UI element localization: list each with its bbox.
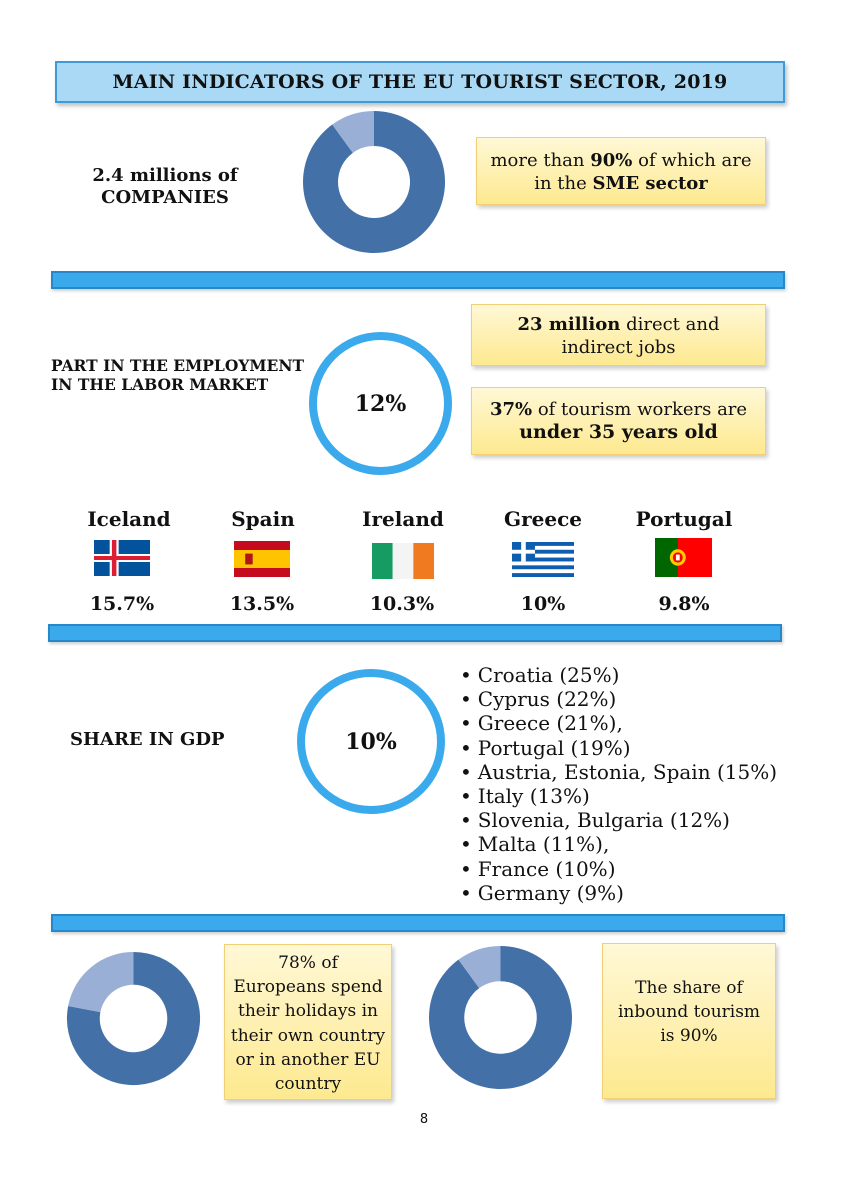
iceland-flag-icon — [94, 540, 150, 576]
jobs-note — [471, 304, 766, 366]
employment-label — [51, 356, 304, 394]
gdp-label: SHARE IN GDP — [70, 729, 225, 750]
employment-label-line1: PART IN THE EMPLOYMENT — [51, 356, 305, 375]
section-divider — [51, 914, 785, 932]
holidays-note — [224, 944, 392, 1100]
list-item: • Portugal (19%) — [460, 736, 777, 760]
list-item: • France (10%) — [460, 857, 777, 881]
country-value: 10.3% — [369, 593, 435, 615]
companies-note — [476, 137, 766, 205]
companies-note-bold-sme: SME sector — [592, 173, 708, 194]
country-name: Ireland — [362, 507, 444, 531]
donut-main-slice — [303, 111, 445, 253]
companies-label-line2: COMPANIES — [101, 187, 229, 208]
country-name: Iceland — [87, 507, 171, 531]
young-workers-note — [471, 387, 766, 455]
companies-donut-chart — [302, 110, 446, 254]
gdp-value: 10% — [345, 728, 397, 755]
inbound-note-line: inbound tourism — [617, 1002, 761, 1023]
inbound-note-line: The share of — [635, 978, 743, 998]
list-item: • Croatia (25%) — [460, 663, 777, 687]
jobs-note-rest: direct and indirect jobs — [561, 314, 720, 358]
ireland-flag-icon — [372, 543, 434, 579]
country-value: 13.5% — [229, 593, 295, 615]
country-name: Portugal — [635, 507, 733, 531]
list-item: • Austria, Estonia, Spain (15%) — [460, 760, 777, 784]
donut-rest-slice — [68, 952, 133, 1012]
country-value: 9.8% — [658, 593, 710, 615]
list-item: • Germany (9%) — [460, 881, 777, 905]
holidays-note-line: country — [274, 1074, 342, 1095]
portugal-flag-icon — [655, 538, 712, 577]
holidays-note-line: their holidays in — [237, 1001, 378, 1022]
section-divider — [48, 624, 782, 642]
companies-label-line1: 2.4 millions of — [92, 165, 238, 186]
list-item: • Malta (11%), — [460, 832, 777, 856]
companies-note-pre: more than — [490, 150, 585, 171]
inbound-note — [602, 943, 776, 1099]
section-divider — [51, 271, 785, 289]
companies-note-mid: of which are in the — [534, 150, 752, 194]
greece-flag-icon — [512, 542, 574, 577]
holidays-note-line: or in another EU — [235, 1049, 381, 1070]
inbound-donut-chart — [428, 945, 573, 1090]
companies-label — [60, 165, 270, 209]
young-workers-note-mid: of tourism workers are — [537, 399, 748, 420]
list-item: • Cyprus (22%) — [460, 687, 777, 711]
employment-value: 12% — [354, 390, 407, 417]
country-name: Greece — [504, 507, 582, 531]
gdp-ring — [297, 669, 445, 814]
country-value: 10% — [520, 593, 566, 615]
list-item: • Italy (13%) — [460, 784, 777, 808]
young-workers-note-bold-pct: 37% — [489, 399, 533, 420]
employment-label-line2: IN THE LABOR MARKET — [51, 375, 269, 394]
page-title: MAIN INDICATORS OF THE EU TOURIST SECTOR, 2019 — [55, 61, 785, 103]
list-item: • Greece (21%), — [460, 711, 777, 735]
country-name: Spain — [231, 507, 295, 531]
holidays-note-line: 78% of — [278, 953, 338, 973]
page-number: 8 — [419, 1112, 429, 1127]
holidays-note-line: Europeans spend — [233, 977, 383, 998]
list-item: • Slovenia, Bulgaria (12%) — [460, 808, 777, 832]
employment-ring — [309, 332, 452, 475]
young-workers-note-bold-age: under 35 years old — [519, 421, 718, 443]
country-value: 15.7% — [89, 593, 155, 615]
companies-note-bold-90: 90% — [590, 150, 633, 171]
inbound-note-line: is 90% — [660, 1026, 718, 1047]
donut-main-slice — [429, 946, 572, 1089]
spain-flag-icon — [234, 541, 290, 577]
holidays-donut-chart — [66, 951, 201, 1086]
holidays-note-line: their own country — [230, 1025, 386, 1046]
jobs-note-bold: 23 million — [517, 314, 621, 335]
gdp-country-list — [460, 663, 777, 905]
